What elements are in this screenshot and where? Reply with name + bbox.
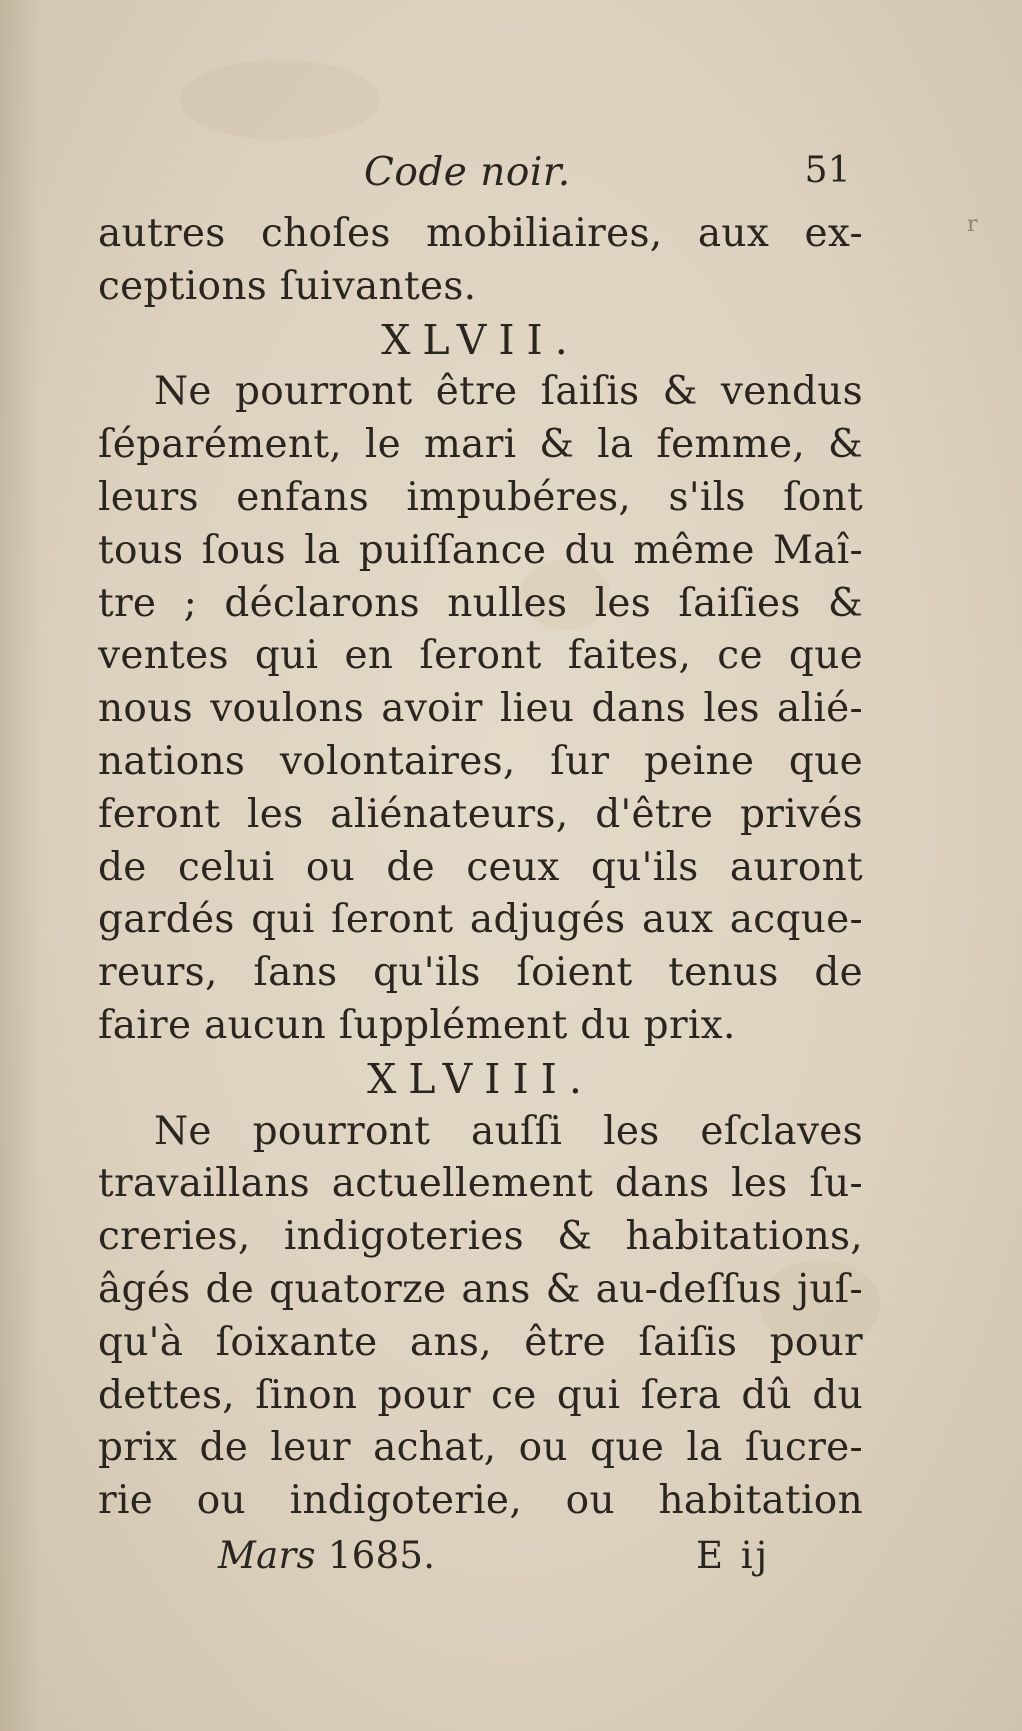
text-line: autres choſes mobiliaires, aux ex- xyxy=(98,211,863,256)
signature-year: 1685. xyxy=(327,1533,436,1577)
text-line: rie ou indigoterie, ou habitation xyxy=(98,1478,863,1524)
running-title: Code noir. xyxy=(364,150,571,195)
paper-stain xyxy=(180,60,380,140)
gutter-shadow xyxy=(0,0,40,1731)
text-line: tre ; déclarons nulles les ſaiſies & xyxy=(98,580,863,626)
page-footer xyxy=(98,1530,863,1590)
text-line: gardés qui ſeront adjugés aux acque- xyxy=(98,897,863,943)
text-line: nous voulons avoir lieu dans les alié- xyxy=(98,686,863,732)
text-line: Ne pourront être ſaiſis & vendus xyxy=(154,369,863,415)
text-line: de celui ou de ceux qu'ils auront xyxy=(98,844,863,890)
text-line: Ne pourront auſſi les eſclaves xyxy=(154,1108,863,1154)
text-line: ceptions ſuivantes. xyxy=(98,263,477,309)
text-line: qu'à ſoixante ans, être ſaiſis pour xyxy=(98,1319,863,1365)
text-line: creries, indigoteries & habitations, xyxy=(98,1214,863,1260)
text-line: leurs enfans impubéres, s'ils ſont xyxy=(98,474,863,520)
text-line: dettes, ſinon pour ce qui ſera dû du xyxy=(98,1372,863,1418)
text-line: faire aucun ſupplément du prix. xyxy=(98,1002,736,1048)
page-number: 51 xyxy=(804,150,851,191)
text-line: nations volontaires, ſur peine que xyxy=(98,738,863,784)
text-line: ventes qui en ſeront faites, ce que xyxy=(98,633,863,679)
text-line: feront les aliénateurs, d'être privés xyxy=(98,791,863,837)
article-heading: XLVII. xyxy=(381,315,580,364)
signature-month: Mars xyxy=(218,1533,316,1577)
signature-line xyxy=(218,1534,435,1577)
page-text xyxy=(98,150,863,1590)
margin-note: r xyxy=(967,212,978,237)
text-line: ſéparément, le mari & la femme, & xyxy=(98,422,863,468)
running-header xyxy=(98,150,863,208)
text-line: tous ſous la puiſſance du même Maî- xyxy=(98,527,863,573)
text-line: reurs, ſans qu'ils ſoient tenus de xyxy=(98,950,863,996)
text-line: âgés de quatorze ans & au-deſſus juſ- xyxy=(98,1266,863,1312)
article-heading: XLVIII. xyxy=(367,1054,594,1103)
text-line: prix de leur achat, ou que la ſucre- xyxy=(98,1425,863,1471)
signature-mark: E ij xyxy=(696,1533,771,1577)
text-line: travaillans actuellement dans les ſu- xyxy=(98,1161,863,1207)
